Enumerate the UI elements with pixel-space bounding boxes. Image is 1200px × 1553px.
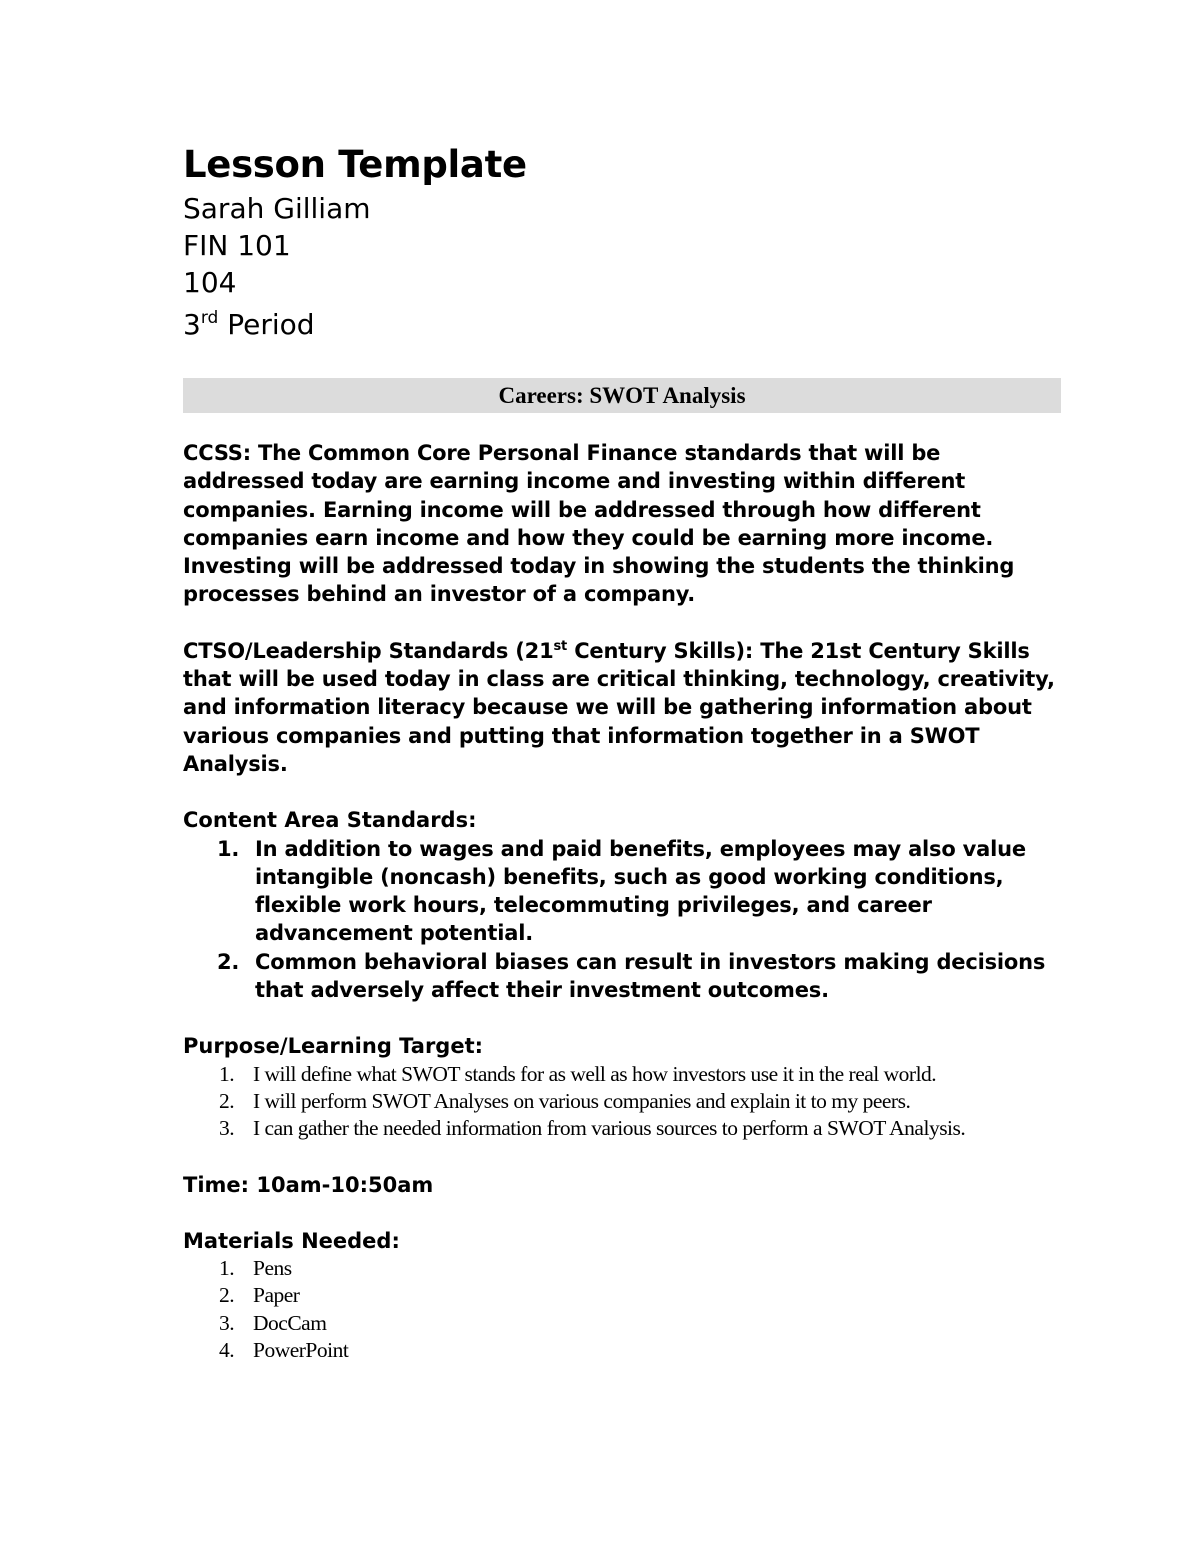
list-item: [183, 1115, 1063, 1142]
course-code: FIN 101: [183, 229, 291, 262]
ctso-paragraph: [183, 637, 1063, 778]
list-number: 4.: [219, 1338, 235, 1363]
list-number: 3.: [219, 1310, 235, 1335]
list-number: 2.: [219, 1088, 235, 1113]
materials-list: [183, 1255, 1063, 1364]
time-line: Time: 10am-10:50am: [183, 1172, 434, 1197]
room-number: 104: [183, 266, 237, 299]
list-item: [183, 948, 1063, 1005]
list-text: I can gather the needed information from various sources to perform a SWOT Analysis.: [253, 1116, 966, 1141]
list-item: [183, 1088, 1063, 1115]
list-text: Common behavioral biases can result in investors making decisions that adversely affect their investment outcomes.: [255, 949, 1046, 1003]
materials-heading: Materials Needed:: [183, 1228, 400, 1253]
document-title: Lesson Template: [183, 143, 527, 186]
list-item: [183, 835, 1063, 948]
list-text: I will define what SWOT stands for as well as how investors use it in the real world.: [253, 1061, 937, 1086]
period-number: 3: [183, 308, 201, 341]
content-area-heading: Content Area Standards:: [183, 808, 477, 833]
period-label: Period: [227, 308, 315, 341]
list-text: I will perform SWOT Analyses on various companies and explain it to my peers.: [253, 1088, 911, 1113]
ctso-suffix: Century Skills): The 21st Century Skills that will be used today in class are critical thinking, technology, creativity, and information literacy because we will be gathering information about various companies and putting that information together in a SWOT Analysis.: [183, 638, 1055, 776]
list-number: 1.: [219, 1256, 235, 1281]
author-name: Sarah Gilliam: [183, 192, 371, 225]
lesson-topic-banner: Careers: SWOT Analysis: [183, 378, 1061, 413]
list-item: [183, 1310, 1063, 1337]
list-text: In addition to wages and paid benefits, employees may also value intangible (noncash) benefits, such as good working conditions, flexible work hours, telecommuting privileges, and career advancement potential.: [255, 836, 1026, 946]
list-item: [183, 1282, 1063, 1309]
list-number: 2.: [217, 949, 240, 974]
list-number: 2.: [219, 1283, 235, 1308]
list-text: Paper: [253, 1283, 300, 1308]
list-item: [183, 1337, 1063, 1364]
class-period: [183, 301, 1063, 349]
period-suffix: rd: [200, 308, 219, 328]
purpose-list: [183, 1061, 1063, 1143]
ccss-paragraph: CCSS: The Common Core Personal Finance standards that will be addressed today are earning income and investing within different companies. Earning income will be addressed through how different companies earn income and how they could be earning more income. Investing will be addressed today in showing the students the thinking processes behind an investor of a company.: [183, 441, 1015, 607]
lesson-document: [183, 140, 1063, 1364]
purpose-heading: Purpose/Learning Target:: [183, 1034, 484, 1059]
list-text: DocCam: [253, 1310, 327, 1335]
list-text: PowerPoint: [253, 1338, 349, 1363]
list-number: 1.: [217, 836, 240, 861]
list-item: [183, 1061, 1063, 1088]
ctso-prefix: CTSO/Leadership Standards (21: [183, 638, 554, 663]
list-item: [183, 1255, 1063, 1282]
ctso-sup: st: [553, 638, 568, 654]
list-number: 1.: [219, 1061, 235, 1086]
content-area-list: [183, 835, 1063, 1005]
list-text: Pens: [253, 1256, 292, 1281]
list-number: 3.: [219, 1116, 235, 1141]
